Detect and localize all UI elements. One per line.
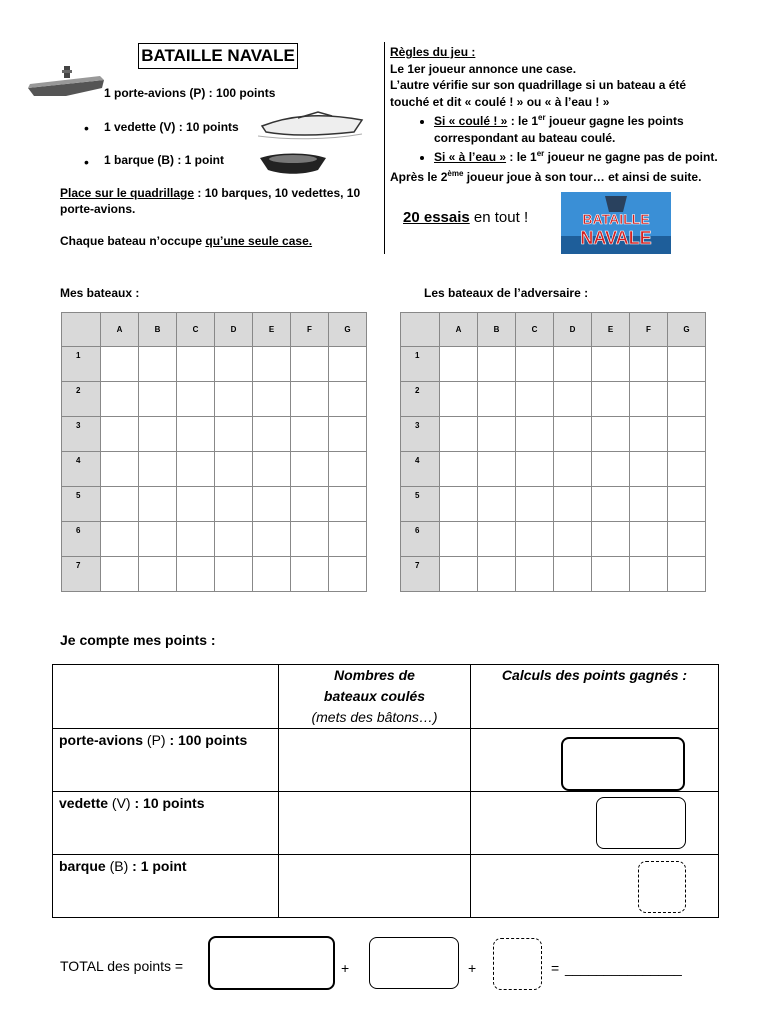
- grid-cell[interactable]: [177, 557, 215, 592]
- grid-cell[interactable]: [668, 382, 706, 417]
- grid-cell[interactable]: [101, 347, 139, 382]
- grid-row-header: 4: [62, 452, 101, 487]
- grid-cell[interactable]: [630, 382, 668, 417]
- grid-row-header: 1: [62, 347, 101, 382]
- grid-cell[interactable]: [177, 417, 215, 452]
- vertical-divider: [384, 42, 385, 254]
- grid-cell[interactable]: [253, 522, 291, 557]
- grid-cell[interactable]: [592, 347, 630, 382]
- aircraft-carrier-image: [26, 62, 106, 102]
- grid-cell[interactable]: [139, 487, 177, 522]
- grid-cell[interactable]: [554, 417, 592, 452]
- grid-corner: [62, 313, 101, 347]
- grid-cell[interactable]: [440, 452, 478, 487]
- grid-cell[interactable]: [253, 382, 291, 417]
- grid-cell[interactable]: [516, 417, 554, 452]
- grid-column-header: A: [440, 313, 478, 347]
- grid-cell[interactable]: [215, 522, 253, 557]
- grid-cell[interactable]: [440, 417, 478, 452]
- grid-cell[interactable]: [291, 522, 329, 557]
- rule-bullet: • Si « à l’eau » : le 1er joueur ne gagne pas de point.: [434, 146, 720, 166]
- total-label: TOTAL des points =: [60, 958, 184, 974]
- points-header-calc: Calculs des points gagnés :: [471, 665, 719, 729]
- total-carrier-box[interactable]: [208, 936, 335, 990]
- grid-cell[interactable]: [440, 382, 478, 417]
- grid-column-header: B: [139, 313, 177, 347]
- grid-cell[interactable]: [139, 452, 177, 487]
- grid-cell[interactable]: [291, 417, 329, 452]
- rule-line: L’autre vérifie sur son quadrillage si un bateau a été touché et dit « coulé ! » ou « à l’eau ! »: [390, 78, 687, 109]
- grid-cell[interactable]: [215, 557, 253, 592]
- grid-cell[interactable]: [592, 417, 630, 452]
- grid-cell[interactable]: [630, 487, 668, 522]
- grid-cell[interactable]: [516, 347, 554, 382]
- grid-row-header: 6: [401, 522, 440, 557]
- grid-cell[interactable]: [329, 347, 367, 382]
- grid-cell[interactable]: [177, 522, 215, 557]
- grid-cell[interactable]: [630, 347, 668, 382]
- grid-column-header: E: [253, 313, 291, 347]
- plus-sign: +: [341, 960, 350, 976]
- grid-cell[interactable]: [177, 487, 215, 522]
- grid-cell[interactable]: [215, 347, 253, 382]
- points-table: [52, 664, 719, 918]
- grid-cell[interactable]: [329, 487, 367, 522]
- grid-cell[interactable]: [668, 487, 706, 522]
- rules-section: [390, 44, 720, 185]
- grid-cell[interactable]: [554, 452, 592, 487]
- grid-cell[interactable]: [215, 417, 253, 452]
- grid-cell[interactable]: [139, 522, 177, 557]
- bullet: •: [84, 120, 89, 136]
- grid-column-header: A: [101, 313, 139, 347]
- placement-instruction: Place sur le quadrillage : 10 barques, 10 vedettes, 10 porte-avions.: [60, 186, 361, 216]
- grid-cell[interactable]: [516, 522, 554, 557]
- grid-cell[interactable]: [101, 417, 139, 452]
- grid-column-header: B: [478, 313, 516, 347]
- grid-column-header: C: [516, 313, 554, 347]
- grid-cell[interactable]: [516, 382, 554, 417]
- grid-column-header: G: [668, 313, 706, 347]
- grid-cell[interactable]: [478, 382, 516, 417]
- plus-sign: +: [468, 960, 477, 976]
- carrier-answer-box[interactable]: [561, 737, 685, 791]
- grid-cell[interactable]: [177, 382, 215, 417]
- grid-cell[interactable]: [554, 557, 592, 592]
- my-grid-label: Mes bateaux :: [60, 286, 140, 300]
- grid-cell[interactable]: [101, 487, 139, 522]
- rowboat-image: [258, 148, 328, 176]
- grid-cell[interactable]: [215, 382, 253, 417]
- grid-cell[interactable]: [139, 347, 177, 382]
- grid-cell[interactable]: [101, 557, 139, 592]
- equals-sign: =: [551, 960, 560, 976]
- grid-row-header: 7: [62, 557, 101, 592]
- grid-row-header: 2: [62, 382, 101, 417]
- grid-column-header: G: [329, 313, 367, 347]
- grid-cell[interactable]: [177, 452, 215, 487]
- grid-cell[interactable]: [554, 522, 592, 557]
- row-label-speedboat: vedette (V) : 10 points: [53, 792, 279, 855]
- grid-cell[interactable]: [329, 417, 367, 452]
- grid-cell[interactable]: [101, 452, 139, 487]
- grid-cell[interactable]: [630, 522, 668, 557]
- logo-text: NAVALE: [580, 228, 652, 248]
- tally-cell[interactable]: [279, 855, 471, 918]
- total-rowboat-box[interactable]: [493, 938, 542, 990]
- rule-bullet: • Si « coulé ! » : le 1er joueur gagne les points correspondant au bateau coulé.: [434, 110, 720, 146]
- grid-cell[interactable]: [668, 417, 706, 452]
- total-speedboat-box[interactable]: [369, 937, 459, 989]
- grid-cell[interactable]: [478, 417, 516, 452]
- speedboat-image: [258, 106, 366, 140]
- grid-cell[interactable]: [440, 487, 478, 522]
- grid-row-header: 3: [62, 417, 101, 452]
- grid-row-header: 3: [401, 417, 440, 452]
- rowboat-answer-box[interactable]: [638, 861, 686, 913]
- grid-cell[interactable]: [253, 347, 291, 382]
- grid-row-header: 2: [401, 382, 440, 417]
- page-title: BATAILLE NAVALE: [138, 43, 298, 69]
- grid-cell[interactable]: [554, 487, 592, 522]
- points-title: Je compte mes points :: [60, 632, 216, 648]
- grid-cell[interactable]: [329, 557, 367, 592]
- grid-cell[interactable]: [253, 557, 291, 592]
- logo-text: BATAILLE: [582, 211, 650, 227]
- essais-count: 20 essais en tout !: [403, 209, 529, 226]
- grid-cell[interactable]: [478, 522, 516, 557]
- rules-title: Règles du jeu :: [390, 45, 476, 59]
- row-label-rowboat: barque (B) : 1 point: [53, 855, 279, 918]
- grid-column-header: C: [177, 313, 215, 347]
- enemy-grid-label: Les bateaux de l’adversaire :: [424, 286, 589, 300]
- grid-row-header: 6: [62, 522, 101, 557]
- bullet: •: [84, 154, 89, 170]
- grid-cell[interactable]: [440, 347, 478, 382]
- grid-cell[interactable]: [440, 522, 478, 557]
- piece-carrier: 1 porte-avions (P) : 100 points: [104, 86, 276, 100]
- grid-cell[interactable]: [516, 557, 554, 592]
- grid-cell[interactable]: [516, 487, 554, 522]
- grid-cell[interactable]: [329, 452, 367, 487]
- grid-cell[interactable]: [668, 522, 706, 557]
- grid-cell[interactable]: [554, 347, 592, 382]
- grid-column-header: E: [592, 313, 630, 347]
- grid-cell[interactable]: [291, 557, 329, 592]
- grid-cell[interactable]: [177, 347, 215, 382]
- grid-cell[interactable]: [668, 347, 706, 382]
- grid-cell[interactable]: [253, 452, 291, 487]
- grid-column-header: F: [630, 313, 668, 347]
- grid-cell[interactable]: [668, 452, 706, 487]
- grid-cell[interactable]: [592, 557, 630, 592]
- grid-cell[interactable]: [630, 452, 668, 487]
- bataille-navale-logo: [561, 192, 671, 254]
- occupy-instruction: Chaque bateau n’occupe qu’une seule case.: [60, 234, 313, 248]
- grid-corner: [401, 313, 440, 347]
- tally-cell[interactable]: [279, 729, 471, 792]
- grid-cell[interactable]: [478, 557, 516, 592]
- points-header-empty: [53, 665, 279, 729]
- grid-cell[interactable]: [668, 557, 706, 592]
- points-header-count: Nombres de bateaux coulés (mets des bâtons…): [279, 665, 471, 729]
- grid-cell[interactable]: [291, 382, 329, 417]
- grid-cell[interactable]: [139, 382, 177, 417]
- grid-cell[interactable]: [291, 452, 329, 487]
- grid-cell[interactable]: [329, 522, 367, 557]
- piece-rowboat: 1 barque (B) : 1 point: [104, 153, 224, 167]
- grid-row-header: 5: [62, 487, 101, 522]
- grid-cell[interactable]: [630, 417, 668, 452]
- grid-cell[interactable]: [592, 452, 630, 487]
- tally-cell[interactable]: [279, 792, 471, 855]
- grid-cell[interactable]: [630, 557, 668, 592]
- grid-cell[interactable]: [554, 382, 592, 417]
- grid-cell[interactable]: [215, 452, 253, 487]
- grid-row-header: 1: [401, 347, 440, 382]
- grid-row-header: 7: [401, 557, 440, 592]
- grid-cell[interactable]: [291, 347, 329, 382]
- grid-column-header: D: [554, 313, 592, 347]
- grid-cell[interactable]: [291, 487, 329, 522]
- total-answer-blank[interactable]: _______________: [565, 960, 682, 976]
- enemy-grid: [400, 312, 706, 592]
- grid-cell[interactable]: [329, 382, 367, 417]
- my-grid: [61, 312, 367, 592]
- piece-speedboat: 1 vedette (V) : 10 points: [104, 120, 239, 134]
- grid-cell[interactable]: [478, 452, 516, 487]
- grid-row-header: 4: [401, 452, 440, 487]
- grid-cell[interactable]: [592, 382, 630, 417]
- rule-line: Le 1er joueur annonce une case.: [390, 61, 577, 76]
- row-label-carrier: porte-avions (P) : 100 points: [53, 729, 279, 792]
- grid-cell[interactable]: [101, 382, 139, 417]
- grid-cell[interactable]: [253, 417, 291, 452]
- grid-cell[interactable]: [139, 417, 177, 452]
- grid-cell[interactable]: [139, 557, 177, 592]
- grid-cell[interactable]: [440, 557, 478, 592]
- grid-row-header: 5: [401, 487, 440, 522]
- grid-cell[interactable]: [215, 487, 253, 522]
- grid-cell[interactable]: [478, 487, 516, 522]
- grid-cell[interactable]: [253, 487, 291, 522]
- rule-line: Après le 2ème joueur joue à son tour… et ainsi de suite.: [390, 168, 702, 184]
- grid-cell[interactable]: [516, 452, 554, 487]
- grid-column-header: F: [291, 313, 329, 347]
- speedboat-answer-box[interactable]: [596, 797, 686, 849]
- grid-cell[interactable]: [592, 487, 630, 522]
- grid-cell[interactable]: [101, 522, 139, 557]
- grid-cell[interactable]: [478, 347, 516, 382]
- grid-cell[interactable]: [592, 522, 630, 557]
- grid-column-header: D: [215, 313, 253, 347]
